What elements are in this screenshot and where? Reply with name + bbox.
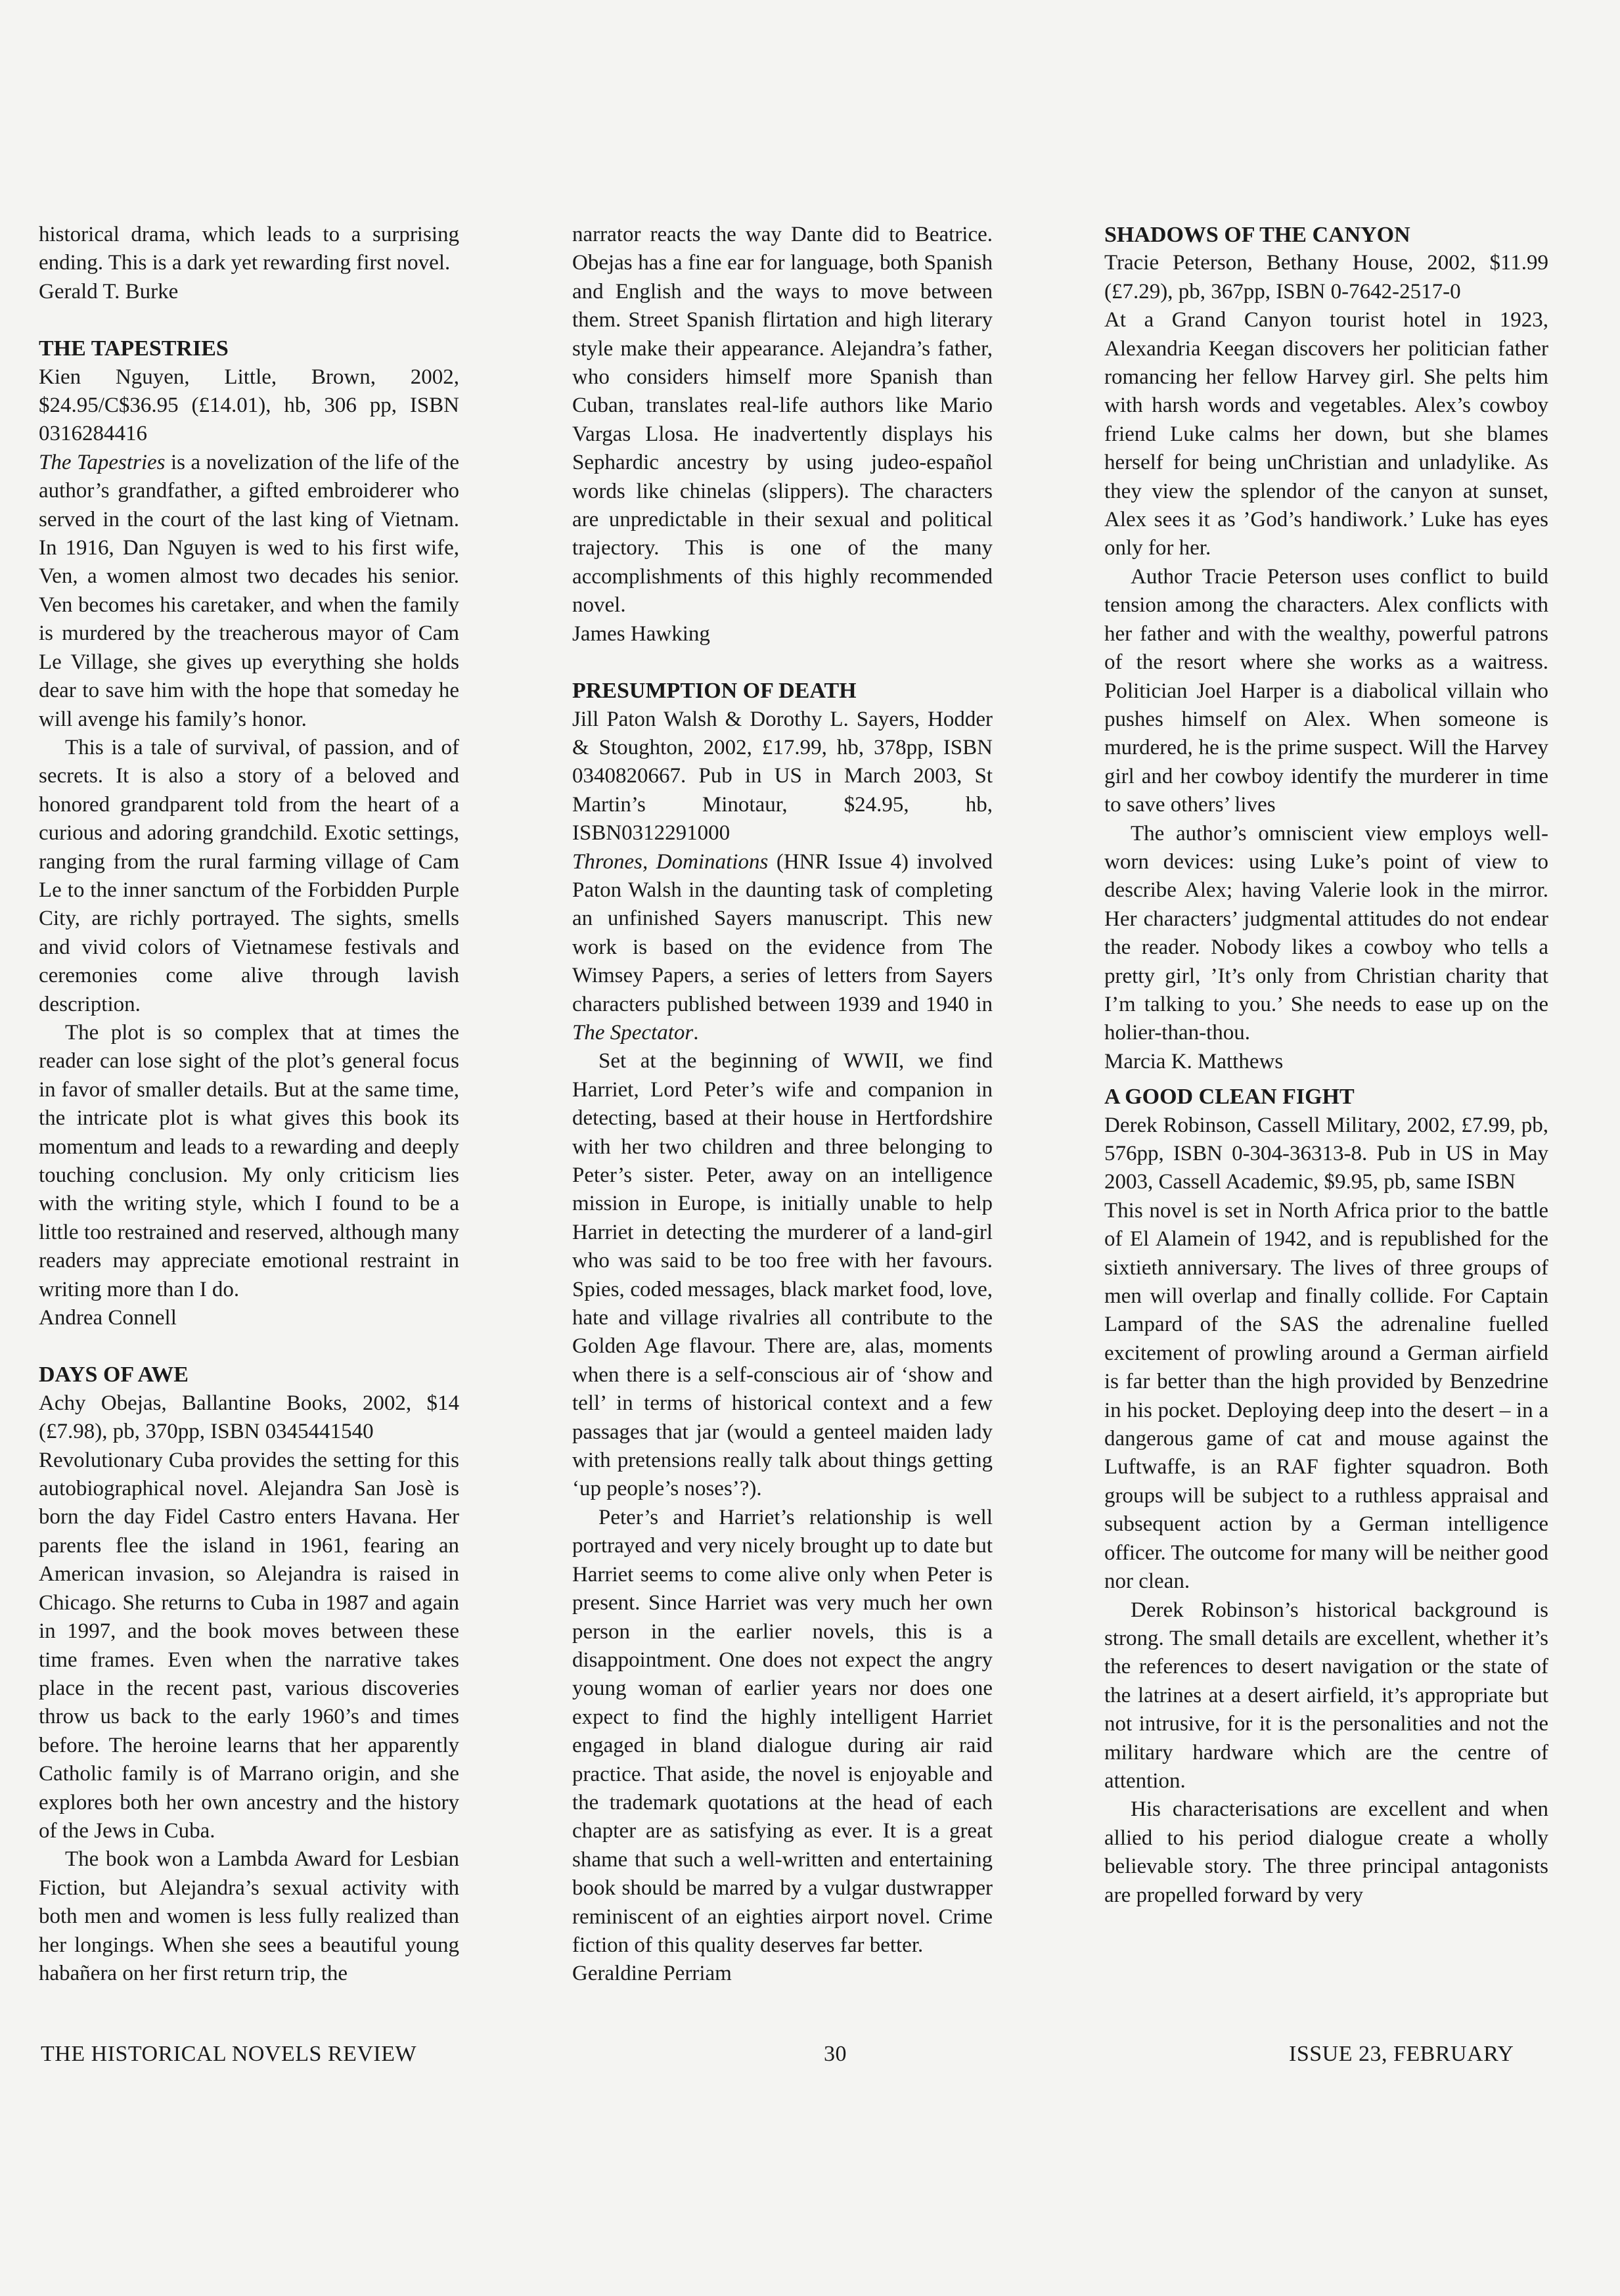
review-paragraph: This novel is set in North Africa prior to the battle of El Alamein of 1942, and is republished for the sixtieth anniversary. The lives of three groups of men will overlap and finally collide. For Captain Lampard of the SAS the adrenaline fuelled excitement of prowling around a German airfield is far better than the high provided by Benzedrine in his pocket. Deploying deep into the desert – in a dangerous game of cat and mouse against the Luftwaffe, is an RAF fighter squadron. Both groups will be subject to a ruthless appraisal and subsequent action by a German intelligence officer. The outcome for many will be neither good nor clean.	[1104, 1198, 1549, 1594]
book-title-italic: The Tapestries	[39, 450, 166, 474]
column-left	[39, 221, 459, 1988]
review-paragraph: Set at the beginning of WWII, we find Harriet, Lord Peter’s wife and companion in detecting, based at their house in Hertfordshire with her two children and three belonging to Peter’s sister. Peter, away on an intelligence mission in Europe, is initially unable to help Harriet in detecting the murderer of a land-girl who was said to be too free with her favours. Spies, coded messages, black market food, love, hate and village rivalries all contribute to the Golden Age flavour. There are, alas, moments when there is a self-conscious air of ‘show and tell’ in terms of historical context and a few passages that jar (would a genteel maiden lady with pretensions really talk about things getting ‘up people’s noses’?).	[572, 1049, 993, 1501]
book-details: Kien Nguyen, Little, Brown, 2002, $24.95/C$36.95 (£14.01), hb, 306 pp, ISBN 0316284416	[39, 365, 459, 446]
review-paragraph: Author Tracie Peterson uses conflict to build tension among the characters. Alex conflicts with her father and with the wealthy, powerful patrons of the resort where she works as a waitress. Politician Joel Harper is a diabolical villain who pushes himself on Alex. When someone is murdered, he is the prime suspect. Will the Harvey girl and her cowboy identify the murderer in time to save others’ lives	[1104, 564, 1548, 817]
review-text: .	[693, 1020, 699, 1045]
review-paragraph: Revolutionary Cuba provides the setting for this autobiographical novel. Alejandra San Josè is born the day Fidel Castro enters Havana. Her parents flee the island in 1961, fearing an American invasion, so Alejandra is raised in Chicago. She returns to Cuba in 1987 and again in 1997, and the book moves between these time frames. Even when the narrative takes place in the recent past, various discoveries throw us back to the early 1960’s and times before. The heroine learns that her apparently Catholic family is of Marrano origin, and she explores both her own ancestry and the history of the Jews in Cuba.	[39, 1448, 459, 1843]
review-continuation-text: historical drama, which leads to a surprising ending. This is a dark yet rewarding first novel.	[39, 223, 459, 275]
review-paragraph	[572, 848, 993, 1048]
book-details: Derek Robinson, Cassell Military, 2002, £7.99, pb, 576pp, ISBN 0-304-36313-8. Pub in US in May 2003, Cassell Academic, $9.95, pb, same ISBN	[1104, 1113, 1548, 1194]
review-title: SHADOWS OF THE CANYON	[1104, 223, 1410, 247]
column-right	[1104, 221, 1548, 1910]
review-continuation-text: narrator reacts the way Dante did to Beatrice. Obejas has a fine ear for language, both Spanish and English and the ways to move between them. Street Spanish flirtation and high literary style make their appearance. Alejandra’s father, who considers himself more Spanish than Cuban, translates real-life authors like Mario Vargas Llosa. He inadvertently displays his Sephardic ancestry by using judeo-español words like chinelas (slippers). The characters are unpredictable in their sexual and political trajectory. This is one of the many accomplishments of this highly recommended novel.	[572, 223, 993, 618]
review-text: is a novelization of the life of the author’s grandfather, a gifted embroiderer who served in the court of the last king of Vietnam. In 1916, Dan Nguyen is wed to his first wife, Ven, a women almost two decades his senior. Ven becomes his caretaker, and when the family is murdered by the treacherous mayor of Cam Le Village, she gives up everything she holds dear to save him with the hope that someday he will avenge his family’s honor.	[39, 450, 459, 731]
footer-journal-title: THE HISTORICAL NOVELS REVIEW	[41, 2042, 417, 2066]
review-title: DAYS OF AWE	[39, 1362, 189, 1387]
review-text: (HNR Issue 4) involved Paton Walsh in the daunting task of completing an unfinished Sayers manuscript. This new work is based on the evidence from The Wimsey Papers, a series of letters from Sayers characters published between 1939 and 1940 in	[572, 849, 993, 1016]
book-details: Jill Paton Walsh & Dorothy L. Sayers, Hodder & Stoughton, 2002, £17.99, hb, 378pp, ISBN 0340820667. Pub in US in March 2003, St Martin’s Minotaur, $24.95, hb, ISBN0312291000	[572, 707, 993, 845]
review-title: THE TAPESTRIES	[39, 336, 229, 361]
review-title: PRESUMPTION OF DEATH	[572, 679, 857, 704]
review-paragraph	[39, 449, 459, 734]
review-paragraph: Peter’s and Harriet’s relationship is well portrayed and very nicely brought up to date but Harriet seems to come alive only when Peter is present. Since Harriet was very much her own person in the earlier novels, this is a disappointment. One does not expect the angry young woman of earlier years nor does one expect to find the highly intelligent Harriet engaged in bland dialogue during air raid practice. That aside, the novel is enjoyable and the trademark quotations at the head of each chapter are as satisfying as ever. It is a great shame that such a well-written and entertaining book should be marred by a vulgar dustwrapper reminiscent of an eighties airport novel. Crime fiction of this quality deserves far better.	[572, 1505, 993, 1957]
reviewer-name: Andrea Connell	[39, 1306, 177, 1330]
publication-title-italic: The Spectator	[572, 1020, 694, 1045]
book-details: Achy Obejas, Ballantine Books, 2002, $14 (£7.98), pb, 370pp, ISBN 0345441540	[39, 1391, 459, 1444]
book-details: Tracie Peterson, Bethany House, 2002, $11.99 (£7.29), pb, 367pp, ISBN 0-7642-2517-0	[1104, 251, 1548, 304]
page-number: 30	[824, 2042, 847, 2066]
reviewer-name: Gerald T. Burke	[39, 279, 179, 304]
column-middle	[572, 221, 993, 1989]
book-title-italic: Thrones, Dominations	[572, 849, 769, 874]
reviewer-name: Geraldine Perriam	[572, 1962, 732, 1986]
review-paragraph: The plot is so complex that at times the reader can lose sight of the plot’s general focus in favor of smaller details. But at the same time, the intricate plot is what gives this book its momentum and leads to a rewarding and deeply touching conclusion. My only criticism lies with the writing style, which I found to be a little too restrained and reserved, although many readers may appreciate emotional restraint in writing more than I do.	[39, 1020, 459, 1301]
review-paragraph: His characterisations are excellent and when allied to his period dialogue create a wholly believable story. The three principal antagonists are propelled forward by very	[1104, 1797, 1548, 1907]
footer-issue: ISSUE 23, FEBRUARY	[1289, 2042, 1514, 2066]
review-paragraph: Derek Robinson’s historical background is strong. The small details are excellent, whether it’s the references to desert navigation or the state of the latrines at a desert airfield, it’s appropriate but not intrusive, for it is the personalities and not the military hardware which are the centre of attention.	[1104, 1598, 1548, 1793]
review-title: A GOOD CLEAN FIGHT	[1104, 1085, 1355, 1110]
review-paragraph: The book won a Lambda Award for Lesbian Fiction, but Alejandra’s sexual activity with both men and women is less fully realized than her longings. When she sees a beautiful young habañera on her first return trip, the	[39, 1847, 459, 1985]
review-paragraph: The author’s omniscient view employs well-worn devices: using Luke’s point of view to describe Alex; having Valerie look in the mirror. Her characters’ judgmental attitudes do not endear the reader. Nobody likes a cowboy who tells a pretty girl, ’It’s only from Christian charity that I’m talking to you.’ She needs to ease up on the holier-than-thou.	[1104, 821, 1548, 1045]
review-paragraph: At a Grand Canyon tourist hotel in 1923, Alexandria Keegan discovers her politician father romancing her fellow Harvey girl. She pelts him with harsh words and vegetables. Alex’s cowboy friend Luke calms her down, but she blames herself for being unChristian and unladylike. As they view the splendor of the canyon at sunset, Alex sees it as ’God’s handiwork.’ Luke has eyes only for her.	[1104, 308, 1548, 560]
review-paragraph: This is a tale of survival, of passion, and of secrets. It is also a story of a beloved and honored grandparent told from the heart of a curious and adoring grandchild. Exotic settings, ranging from the rural farming village of Cam Le to the inner sanctum of the Forbidden Purple City, are richly portrayed. The sights, smells and vivid colors of Vietnamese festivals and ceremonies come alive through lavish description.	[39, 735, 459, 1016]
reviewer-name: Marcia K. Matthews	[1104, 1049, 1284, 1073]
reviewer-name: James Hawking	[572, 621, 710, 646]
